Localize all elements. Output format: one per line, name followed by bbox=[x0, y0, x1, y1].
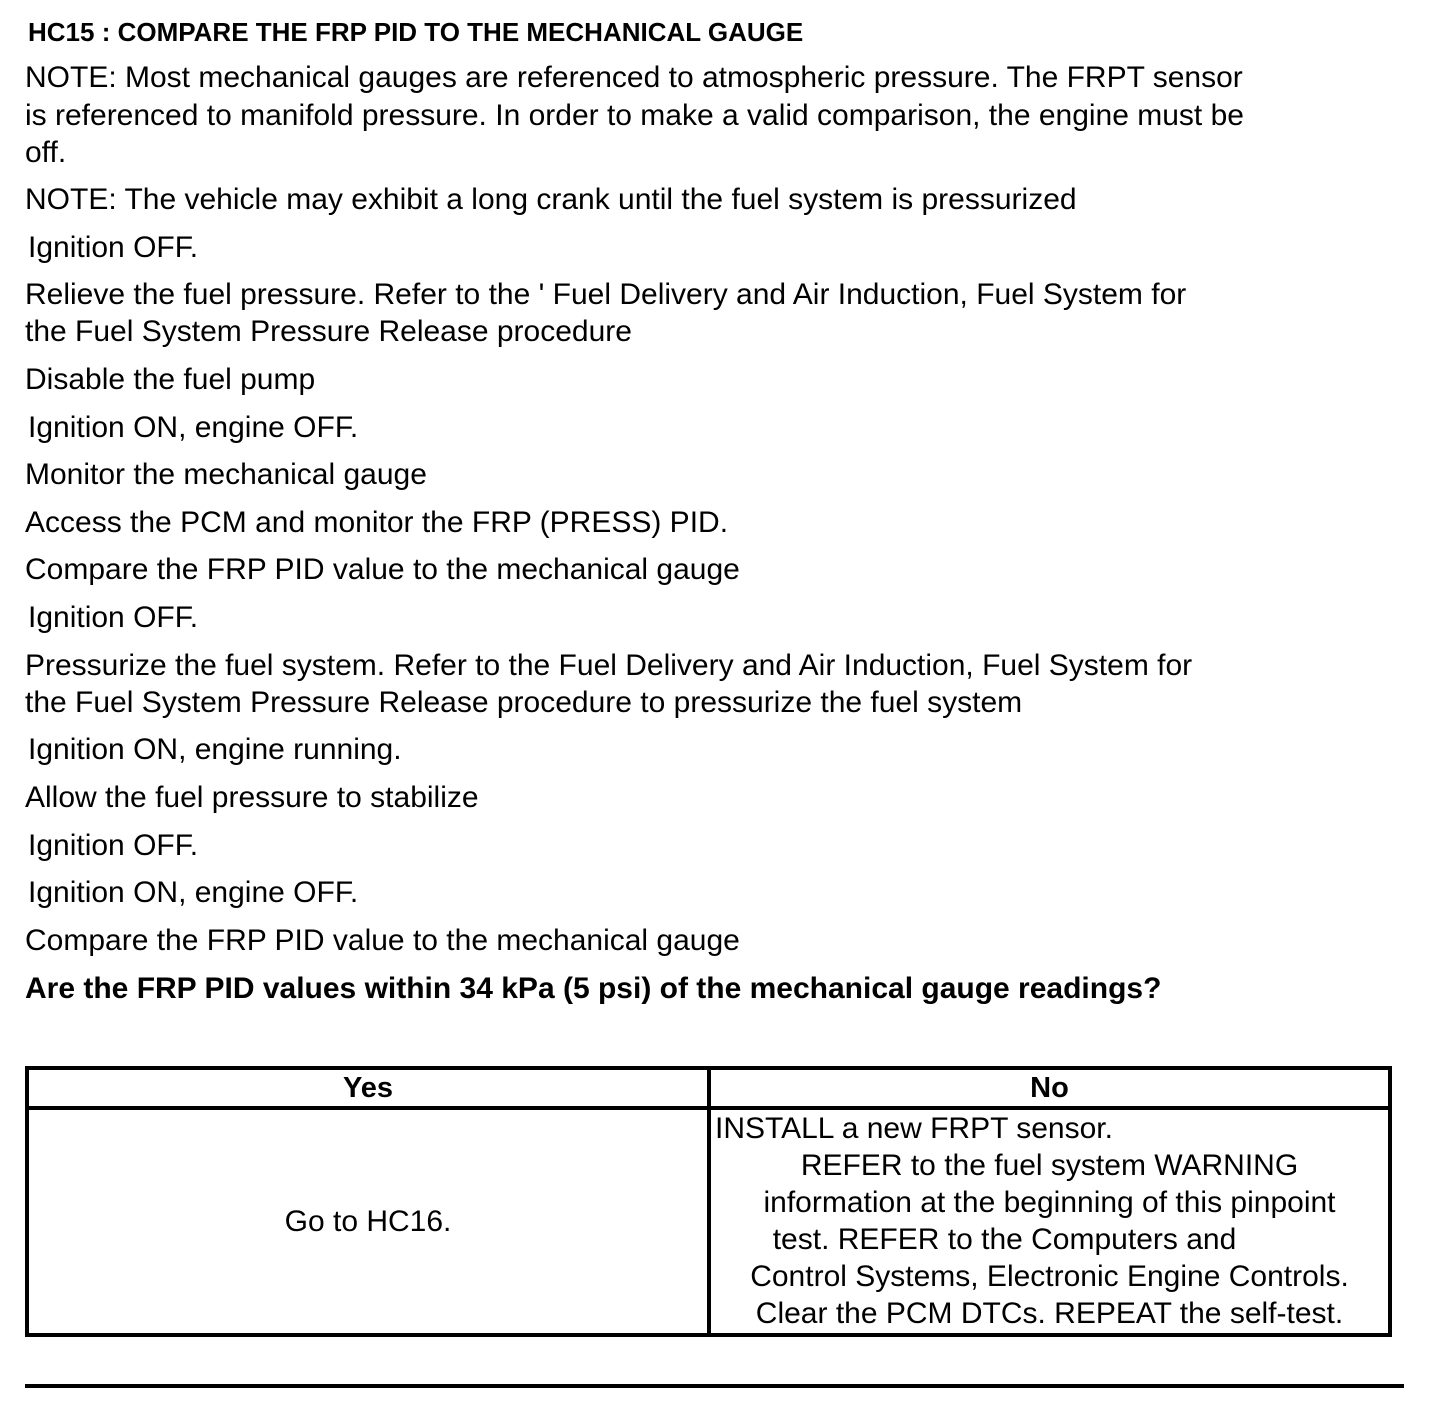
no-action-line: Clear the PCM DTCs. REPEAT the self-test. bbox=[755, 1297, 1344, 1330]
step-line: Ignition OFF. bbox=[28, 231, 199, 264]
step-line: Disable the fuel pump bbox=[25, 363, 316, 396]
table-row bbox=[27, 1108, 1390, 1335]
note-line: NOTE: The vehicle may exhibit a long crank until the fuel system is pressurized bbox=[25, 183, 1077, 216]
yes-action: Go to HC16. bbox=[27, 1108, 709, 1335]
yes-header: Yes bbox=[27, 1068, 709, 1108]
note-line: is referenced to manifold pressure. In order to make a valid comparison, the engine must be bbox=[25, 99, 1244, 132]
step-line: the Fuel System Pressure Release procedure bbox=[25, 315, 632, 348]
no-action-line: INSTALL a new FRPT sensor. bbox=[715, 1112, 1113, 1145]
no-action-line: REFER to the fuel system WARNING bbox=[800, 1149, 1299, 1182]
test-question: Are the FRP PID values within 34 kPa (5 psi) of the mechanical gauge readings? bbox=[25, 972, 1162, 1005]
table-header-row bbox=[27, 1068, 1390, 1108]
step-line: Relieve the fuel pressure. Refer to the ' Fuel Delivery and Air Induction, Fuel System for bbox=[25, 278, 1187, 311]
no-action-line: test. REFER to the Computers and bbox=[772, 1223, 1237, 1256]
step-line: Ignition ON, engine OFF. bbox=[28, 411, 359, 444]
bottom-divider bbox=[25, 1384, 1404, 1388]
result-table bbox=[25, 1066, 1392, 1337]
step-line: Ignition ON, engine OFF. bbox=[28, 876, 359, 909]
step-line: Pressurize the fuel system. Refer to the Fuel Delivery and Air Induction, Fuel System for bbox=[25, 649, 1193, 682]
no-action-line: information at the beginning of this pinpoint bbox=[763, 1186, 1336, 1219]
no-action bbox=[709, 1108, 1390, 1335]
step-line: Compare the FRP PID value to the mechanical gauge bbox=[25, 924, 740, 957]
no-action-line: Control Systems, Electronic Engine Controls. bbox=[750, 1260, 1349, 1293]
note-line: NOTE: Most mechanical gauges are referenced to atmospheric pressure. The FRPT sensor bbox=[25, 61, 1243, 94]
step-line: Ignition OFF. bbox=[28, 601, 199, 634]
step-line: Ignition OFF. bbox=[28, 829, 199, 862]
note-line: off. bbox=[25, 136, 67, 169]
step-title: HC15 : COMPARE THE FRP PID TO THE MECHANICAL GAUGE bbox=[28, 17, 804, 47]
step-line: Access the PCM and monitor the FRP (PRESS) PID. bbox=[25, 506, 729, 539]
step-line: Ignition ON, engine running. bbox=[28, 733, 402, 766]
no-header: No bbox=[709, 1068, 1390, 1108]
step-line: Allow the fuel pressure to stabilize bbox=[25, 781, 479, 814]
step-line: Monitor the mechanical gauge bbox=[25, 458, 427, 491]
step-line: Compare the FRP PID value to the mechanical gauge bbox=[25, 553, 740, 586]
step-line: the Fuel System Pressure Release procedure to pressurize the fuel system bbox=[25, 686, 1023, 719]
